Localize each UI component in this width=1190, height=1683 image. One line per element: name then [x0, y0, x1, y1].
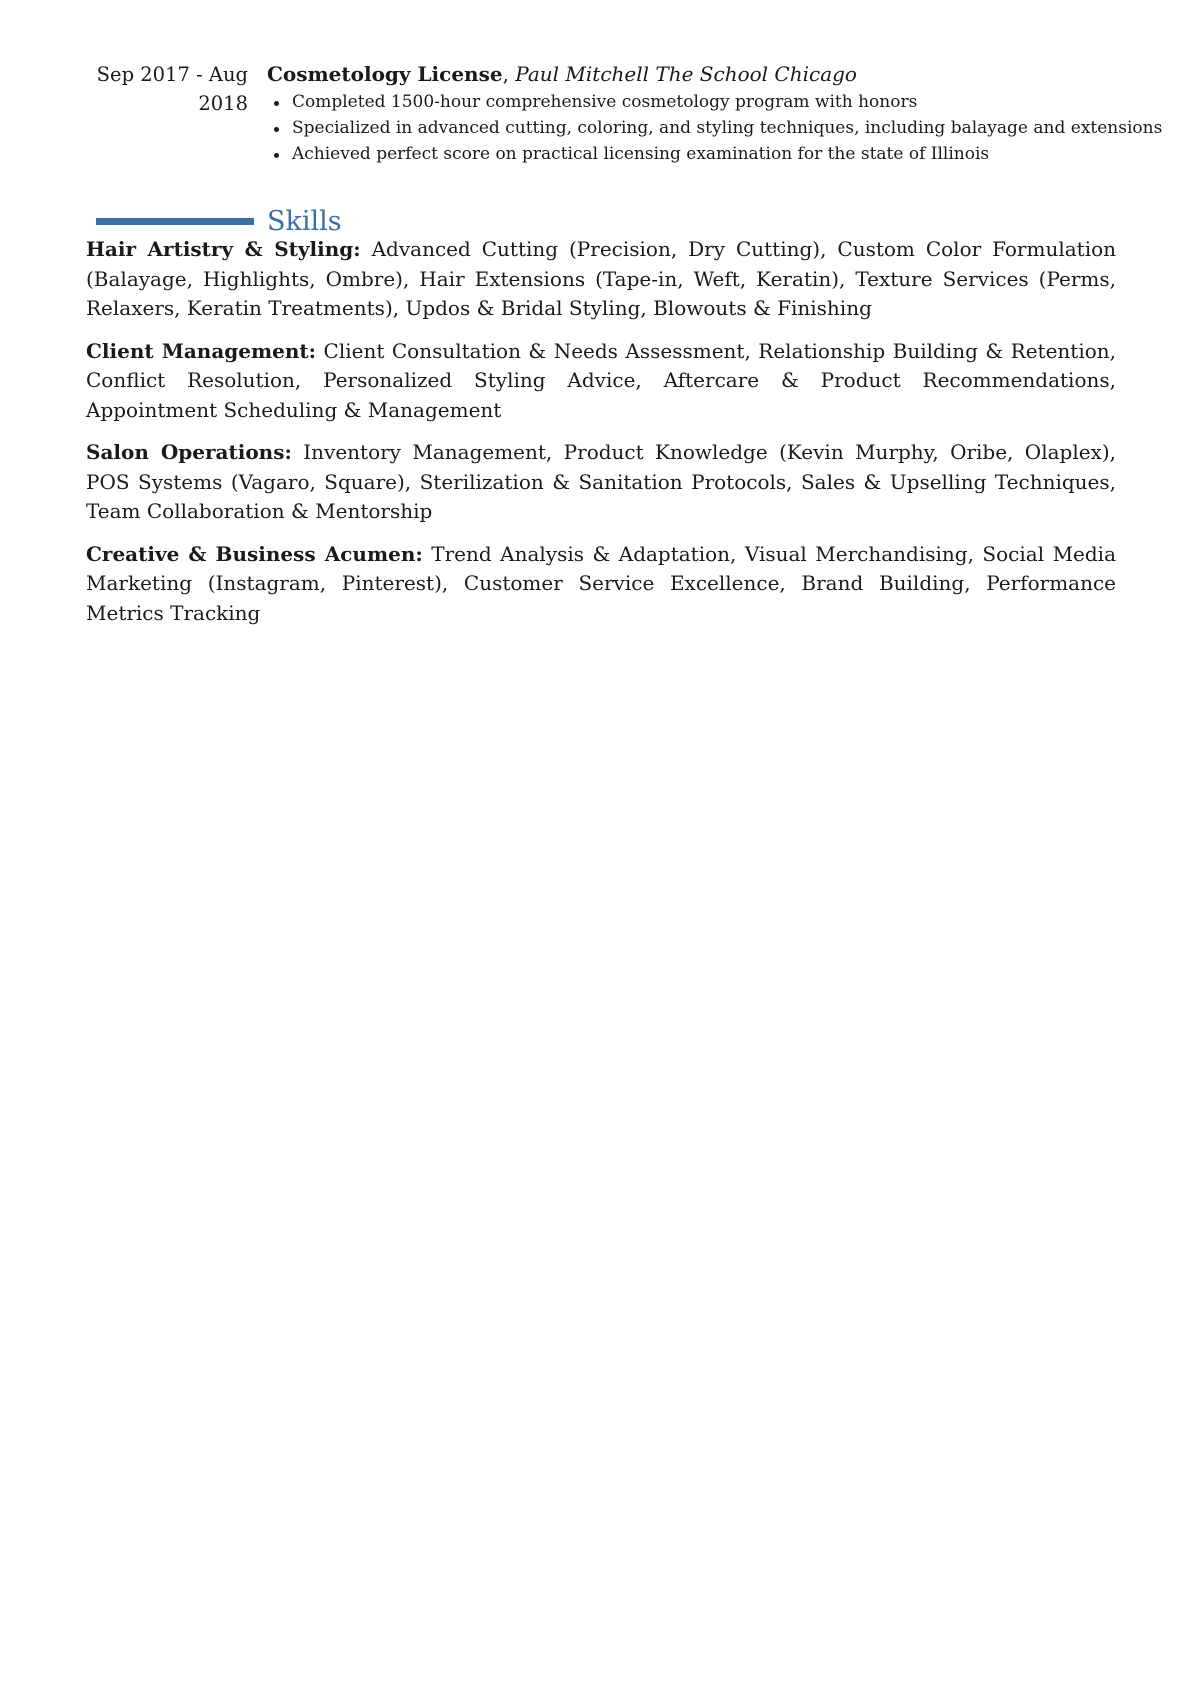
skill-category: Hair Artistry & Styling: [86, 237, 361, 261]
education-date: Sep 2017 - Aug 2018 [96, 63, 248, 115]
skill-row [86, 540, 1116, 629]
skill-row [86, 337, 1116, 426]
education-school: Paul Mitchell The School Chicago [515, 62, 857, 86]
skill-category: Client Management: [86, 338, 317, 363]
skill-text: Inventory Management, Product Knowledge (Kevin Murphy, Oribe, Olaplex), POS Systems (Vagaro, Square), Sterilization & Sanitation Protocols, Sales & Upselling Techniques, Team Collaboration & Mentorship [86, 440, 1116, 523]
education-separator: , [502, 62, 516, 86]
education-degree: Cosmetology License [267, 62, 503, 86]
education-bullet: Completed 1500-hour comprehensive cosmetology program with honors [267, 89, 1190, 115]
section-title: Skills [267, 206, 342, 237]
skill-row [86, 438, 1116, 527]
skills-list [86, 235, 1116, 641]
skill-category: Creative & Business Acumen: [86, 541, 423, 566]
skill-text: Client Consultation & Needs Assessment, Relationship Building & Retention, Conflict Resolution, Personalized Styling Advice, Aftercare & Product Recommendations, Appointment Scheduling & Management [86, 338, 1117, 422]
education-bullet: Achieved perfect score on practical licensing examination for the state of Illinois [267, 141, 1190, 167]
skill-row [86, 235, 1116, 324]
education-heading [267, 60, 1190, 89]
education-bullet-list [267, 89, 1190, 167]
education-bullet: Specialized in advanced cutting, coloring, and styling techniques, including balayage and extensions [267, 115, 1190, 141]
skill-category: Salon Operations: [86, 440, 292, 464]
section-accent-bar [96, 218, 254, 225]
skill-text: Trend Analysis & Adaptation, Visual Merchandising, Social Media Marketing (Instagram, Pinterest), Customer Service Excellence, Brand Building, Performance Metrics Tracking [86, 541, 1117, 625]
education-body [267, 60, 1190, 167]
skill-text: Advanced Cutting (Precision, Dry Cutting), Custom Color Formulation (Balayage, Highlights, Ombre), Hair Extensions (Tape-in, Weft, Keratin), Texture Services (Perms, Relaxers, Keratin Treatments), Updos & Bridal Styling, Blowouts & Finishing [86, 237, 1117, 320]
